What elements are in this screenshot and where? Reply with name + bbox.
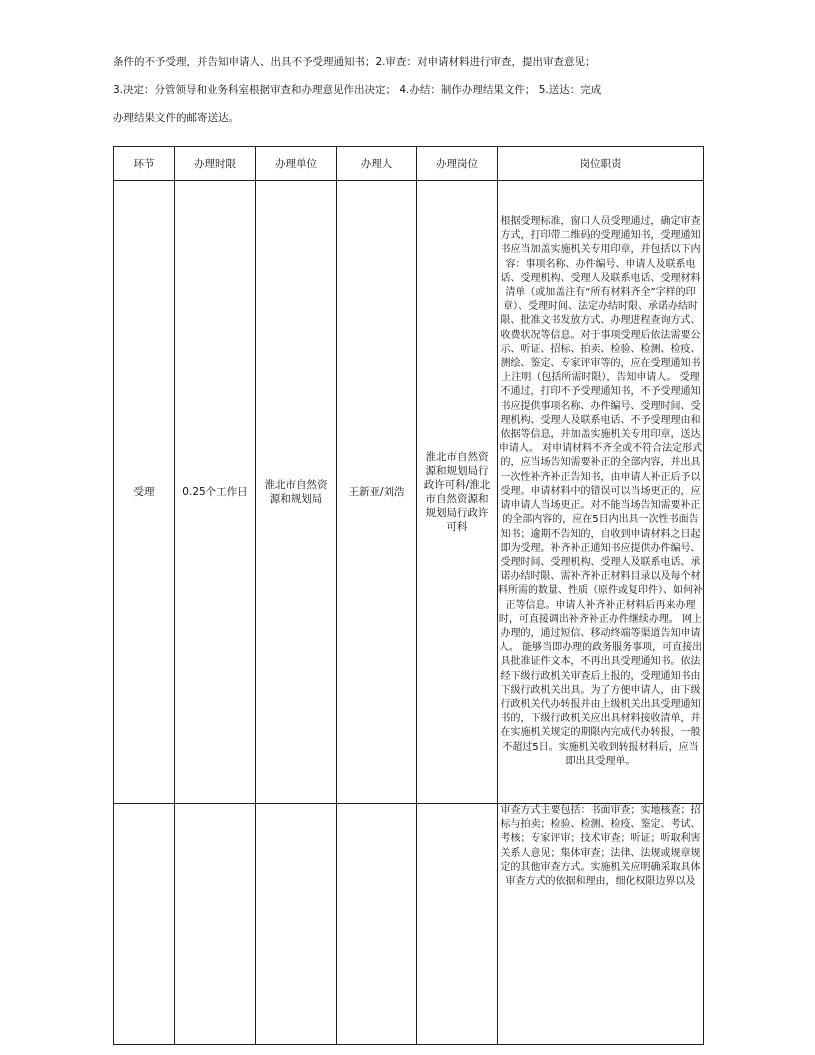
- cell-post: [417, 181, 498, 804]
- header-time-limit: 办理时限: [175, 147, 256, 181]
- table-row: [114, 804, 704, 1045]
- header-unit: 办理单位: [256, 147, 337, 181]
- cell-person: [337, 181, 417, 804]
- cell-unit: [256, 804, 337, 1045]
- intro-line-3: 办理结果文件的邮寄送达。: [113, 112, 239, 124]
- header-duty: 岗位职责: [498, 147, 704, 181]
- post-text: 淮北市自然资源和规划局行政许可科/淮北市自然资源和规划局行政许可科: [423, 451, 491, 533]
- cell-stage: [114, 181, 175, 804]
- person-text: 王新亚/刘浩: [348, 486, 405, 498]
- header-stage: 环节: [114, 147, 175, 181]
- unit-text: 淮北市自然资源和规划局: [264, 479, 328, 505]
- table-header-row: [114, 147, 704, 181]
- cell-duty: 审查方式主要包括：书面审查；实地核查；招标与拍卖；检验、检测、检疫、鉴定、考试、考核；专家评审；技术审查；听证；听取利害关系人意见；集体审查；法律、法规或规章规定的其他审查方式。实施机关应明确采取具体审查方式的依据和理由，细化权限边界以及: [498, 804, 704, 1045]
- cell-stage: [114, 804, 175, 1045]
- table-row: [114, 181, 704, 804]
- intro-text: [113, 48, 713, 132]
- time-limit-text: 0.25个工作日: [182, 486, 248, 498]
- cell-person: [337, 804, 417, 1045]
- intro-line-2: 3.决定：分管领导和业务科室根据审查和办理意见作出决定； 4.办结：制作办理结果文件； 5.送达：完成: [113, 84, 602, 96]
- process-table: [113, 146, 704, 1045]
- stage-text: 受理: [133, 486, 155, 498]
- cell-post: [417, 804, 498, 1045]
- cell-unit: [256, 181, 337, 804]
- intro-line-1: 条件的不予受理，并告知申请人、出具不予受理通知书；2.审查：对申请材料进行审查，提出审查意见；: [113, 56, 596, 68]
- header-person: 办理人: [337, 147, 417, 181]
- cell-time-limit: [175, 181, 256, 804]
- cell-time-limit: [175, 804, 256, 1045]
- cell-duty: 根据受理标准，窗口人员受理通过，确定审查方式，打印带二维码的受理通知书，受理通知书应当加盖实施机关专用印章，并包括以下内容：事项名称、办件编号、申请人及联系电话、受理机构、受理人及联系电话、受理材料清单（或加盖注有“所有材料齐全”字样的印章）、受理时间、法定办结时限、承诺办结时限、批准文书发放方式、办理进程查询方式、收费状况等信息。对于事项受理后依法需要公示、听证、招标、拍卖、检验、检测、检疫、测绘、鉴定、专家评审等的，应在受理通知书上注明（包括所需时限），告知申请人。 受理不通过，打印不予受理通知书，不予受理通知书应提供事项名称、办件编号、受理时间、受理机构、受理人及联系电话、不予受理理由和依据等信息，并加盖实施机关专用印章，送达申请人。 对申请材料不齐全或不符合法定形式的，应当场告知需要补正的全部内容，并出具一次性补齐补正告知书，由申请人补正后予以受理。申请材料中的错误可以当场更正的，应请申请人当场更正。对不能当场告知需要补正的全部内容的，应在5日内出具一次性书面告知书；逾期不告知的，自收到申请材料之日起即为受理。补齐补正通知书应提供办件编号、受理时间、受理机构、受理人及联系电话、承诺办结时限、需补齐补正材料目录以及每个材料所需的数量、性质（原件或复印件）、如何补正等信息。申请人补齐补正材料后再来办理时，可直接调出补齐补正办件继续办理。 网上办理的，通过短信、移动终端等渠道告知申请人。 能够当即办理的政务服务事项，可直接出具批准证件文本，不再出具受理通知书。依法经下级行政机关审查后上报的，受理通知书由下级行政机关出具。为了方便申请人，由下级行政机关代办转报并由上级机关出具受理通知书的，下级行政机关应出具材料接收清单，并在实施机关规定的期限内完成代办转报，一般不超过5日。实施机关收到转报材料后，应当即出具受理单。: [498, 181, 704, 804]
- header-post: 办理岗位: [417, 147, 498, 181]
